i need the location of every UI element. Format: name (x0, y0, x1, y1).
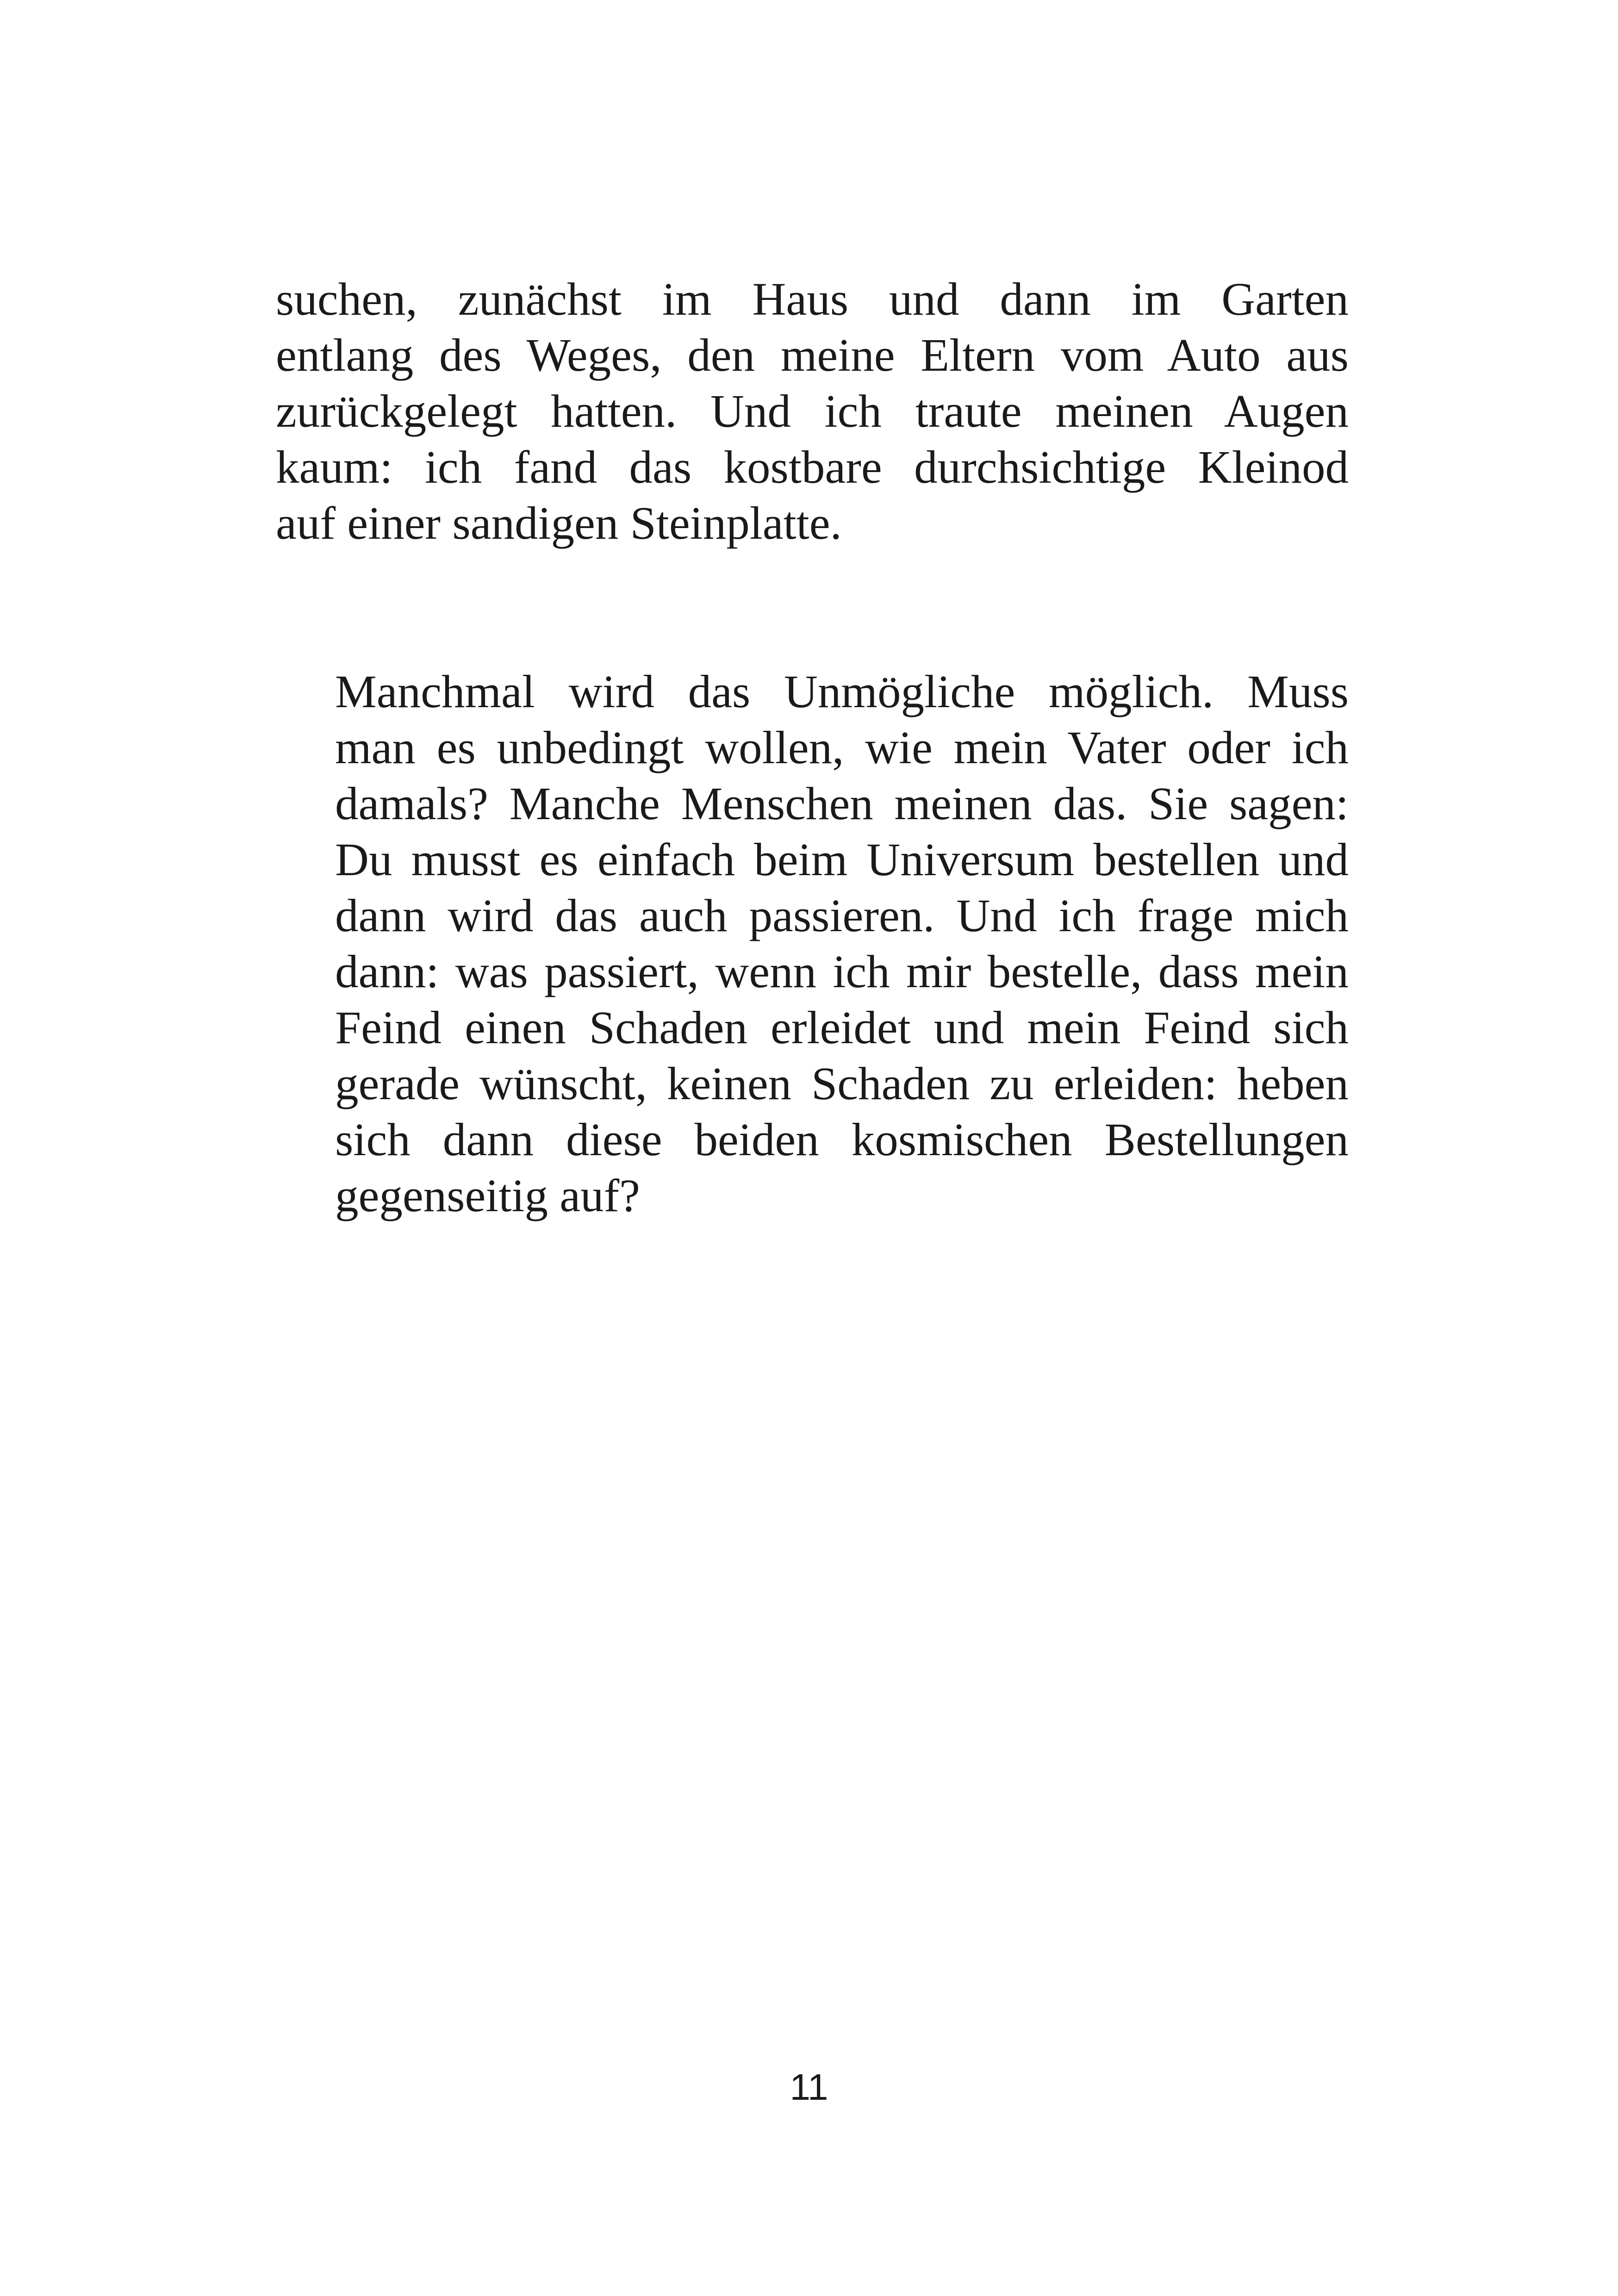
text-line: damals? Manche Menschen meinen das. Sie sagen: (335, 778, 1349, 829)
text-line: gerade wünscht, keinen Schaden zu erleiden: heben (335, 1058, 1349, 1109)
paragraph-1 (276, 271, 1349, 551)
text-line: kaum: ich fand das kostbare durchsichtige Kleinod (276, 441, 1349, 493)
text-line: dann wird das auch passieren. Und ich frage mich (335, 890, 1349, 941)
text-line: auf einer sandigen Steinplatte. (276, 497, 842, 549)
page-number: 11 (790, 2066, 828, 2108)
text-line: Manchmal wird das Unmögliche möglich. Muss (335, 666, 1349, 717)
text-line: zurückgelegt hatten. Und ich traute meinen Augen (276, 385, 1349, 437)
text-line: gegenseitig auf? (335, 1170, 641, 1221)
text-line: entlang des Weges, den meine Eltern vom Auto aus (276, 329, 1349, 381)
text-line: dann: was passiert, wenn ich mir bestelle, dass mein (335, 946, 1349, 997)
text-line: sich dann diese beiden kosmischen Bestellungen (335, 1114, 1349, 1165)
text-line: Feind einen Schaden erleidet und mein Feind sich (335, 1002, 1349, 1053)
text-line: Du musst es einfach beim Universum bestellen und (335, 834, 1349, 885)
text-line: suchen, zunächst im Haus und dann im Garten (276, 273, 1349, 325)
paragraph-2 (276, 664, 1349, 1224)
text-line: man es unbedingt wollen, wie mein Vater oder ich (335, 722, 1349, 773)
